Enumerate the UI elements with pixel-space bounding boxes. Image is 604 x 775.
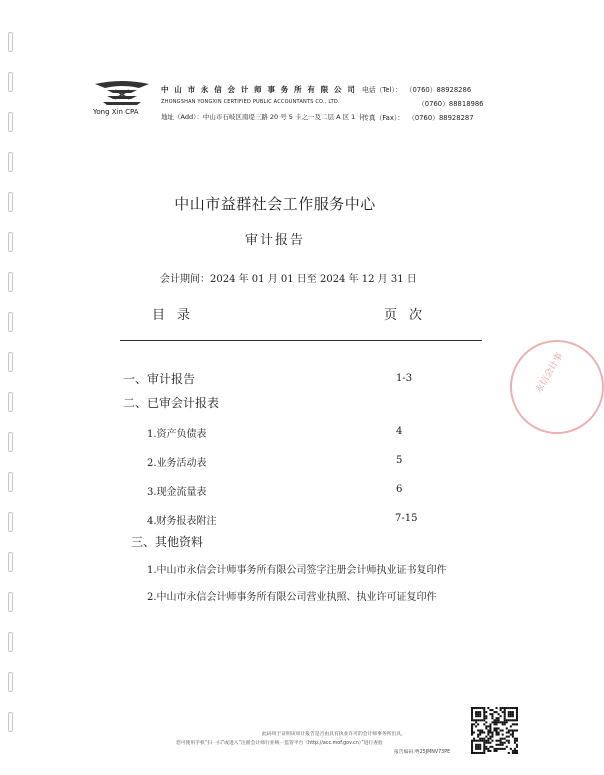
firm-address: 地址（Add）：中山市石岐区南堤三路 20 号 5 卡之一及二层 A 区 1 卡: [161, 113, 364, 121]
firm-logo-mark: [93, 80, 151, 106]
fax-label: 传真（Fax）：: [362, 114, 405, 122]
toc-item-audited-statements: 二、已审会计报表: [123, 396, 220, 410]
binding-hole: [8, 352, 13, 372]
binding-hole: [8, 712, 13, 732]
binding-hole: [8, 312, 13, 332]
binding-hole: [8, 632, 13, 652]
binding-hole: [8, 32, 13, 52]
footer-report-code: 报告编码:粤25JMNV73PE: [394, 750, 451, 755]
binding-hole: [8, 512, 13, 532]
toc-page-notes: 7-15: [395, 513, 418, 524]
binding-hole: [8, 672, 13, 692]
logo-caption: Yong Xin CPA: [93, 108, 139, 116]
binding-hole: [8, 392, 13, 412]
toc-heading-contents: 目录: [152, 308, 203, 323]
toc-item-cash-flow: 3.现金流量表: [147, 487, 207, 498]
toc-item-balance-sheet: 1.资产负债表: [147, 429, 207, 440]
qr-code[interactable]: [471, 707, 518, 754]
toc-item-notes: 4.财务报表附注: [147, 516, 217, 527]
binding-hole: [8, 152, 13, 172]
binding-hole: [8, 592, 13, 612]
phone-row-1: [362, 84, 471, 94]
binding-hole: [8, 432, 13, 452]
phone-label: 电话（Tel）：: [362, 86, 402, 94]
report-entity-title: 中山市益群社会工作服务中心: [174, 195, 376, 213]
footer-verification-line-1: 此码用于证明该审计报告是否由具有执业许可的会计师事务所出具，: [262, 732, 406, 737]
phone-number-1: （0760）88928286: [405, 86, 472, 94]
toc-page-balance-sheet: 4: [396, 426, 403, 437]
toc-item-business-license: 2.中山市永信会计师事务所有限公司营业执照、执业许可证复印件: [147, 592, 437, 603]
footer-verification-line-2: 您可使用手机“扫一扫”或进入“注册会计师行业统一监管平台（http://acc.mof.gov.cn）”进行查验: [176, 741, 383, 746]
seal-text: 永信会计事: [534, 351, 566, 396]
toc-item-other-materials: 三、其他资料: [131, 535, 204, 549]
toc-page-cash-flow: 6: [396, 484, 403, 495]
toc-divider: [120, 340, 482, 341]
toc-item-activity-statement: 2.业务活动表: [147, 458, 207, 469]
accounting-period: 会计期间：2024 年 01 月 01 日至 2024 年 12 月 31 日: [160, 274, 417, 285]
toc-page-activity-statement: 5: [396, 455, 403, 466]
binding-hole: [8, 552, 13, 572]
fax-row: [362, 112, 474, 122]
toc-item-cpa-certificate: 1.中山市永信会计师事务所有限公司签字注册会计师执业证书复印件: [147, 565, 447, 576]
company-seal: [510, 340, 604, 434]
firm-logo: [93, 80, 151, 116]
binding-hole: [8, 272, 13, 292]
report-subtitle: 审计报告: [244, 233, 305, 248]
qr-code-icon: [471, 707, 518, 754]
firm-name-cn: 中 山 市 永 信 会 计 师 事 务 所 有 限 公 司: [161, 85, 357, 94]
binding-hole: [8, 472, 13, 492]
binding-hole: [8, 112, 13, 132]
firm-name-en: ZHONGSHAN YONGXIN CERTIFIED PUBLIC ACCOUNTANTS CO., LTD.: [161, 99, 340, 105]
fax-number: （0760）88928287: [408, 114, 474, 122]
toc-page-audit-report: 1-3: [396, 373, 413, 384]
toc-heading-page: 页次: [384, 308, 435, 323]
toc-item-audit-report: 一、审计报告: [123, 372, 196, 386]
binding-hole: [8, 72, 13, 92]
phone-number-2: （0760）88818986: [418, 100, 484, 108]
phone-row-2: [418, 98, 484, 108]
